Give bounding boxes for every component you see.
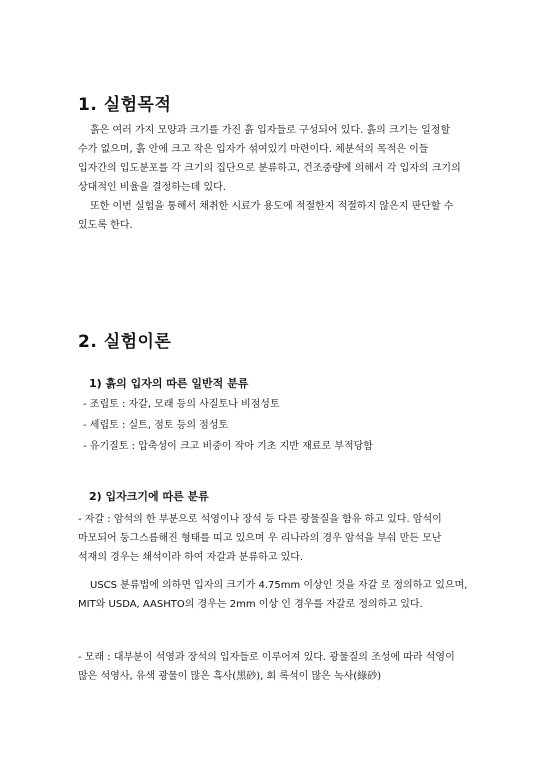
section-2-title: 2. 실험이론 (78, 332, 172, 352)
section-1-paragraph-1: 흙은 여러 가지 모양과 크기를 가진 흙 입자들로 구성되어 있다. 흙의 크기는 일정할 수가 없으며, 흙 안에 크고 작은 입자가 섞여있기 마련이다. 체분석의 목적은 이들 입자간의 입도분포를 각 크기의 집단으로 분류하고, 건조중량에 의해서 각 입자의 크기의 상대적인 비율을 결정하는데 있다. (78, 125, 461, 193)
list-item: - 조립토 : 자갈, 모래 등의 사질토나 비점성토 (83, 399, 280, 410)
list-item: - 세립토 : 실트, 점토 등의 점성토 (83, 420, 229, 431)
subsection-2-title: 2) 입자크기에 따른 분류 (89, 490, 209, 503)
uscs-paragraph: USCS 분류법에 의하면 입자의 크기가 4.75mm 이상인 것을 자갈 로 정의하고 있으며, MIT와 USDA, AASHTO의 경우는 2mm 이상 인 경우를 자갈로 정의하고 있다. (78, 580, 468, 610)
section-1-title: 1. 실험목적 (78, 95, 172, 115)
section-1-paragraph-2: 또한 이번 실험을 통해서 채취한 시료가 용도에 적절한지 적절하지 않은지 판단할 수 있도록 한다. (78, 201, 454, 231)
list-item: - 유기질토 : 압축성이 크고 비중이 작아 기초 지반 재료로 부적당함 (83, 441, 373, 452)
sand-paragraph: - 모래 : 대부분이 석영과 장석의 입자들로 이루어져 있다. 광물질의 조성에 따라 석영이 많은 석영사, 유색 광물이 많은 흑사(黑砂), 회 록석이 많은 녹사(綠砂) (78, 652, 455, 682)
subsection-1-title: 1) 흙의 입자의 따른 일반적 분류 (89, 377, 249, 390)
gravel-paragraph: - 자갈 : 암석의 한 부분으로 석영이나 장석 등 다른 광물질을 함유 하고 있다. 암석이 마모되어 둥그스름해진 형태를 띠고 있으며 우 리나라의 경우 암석을 부숴 만든 모난 석재의 경우는 쇄석이라 하여 자갈과 분류하고 있다. (78, 514, 442, 563)
